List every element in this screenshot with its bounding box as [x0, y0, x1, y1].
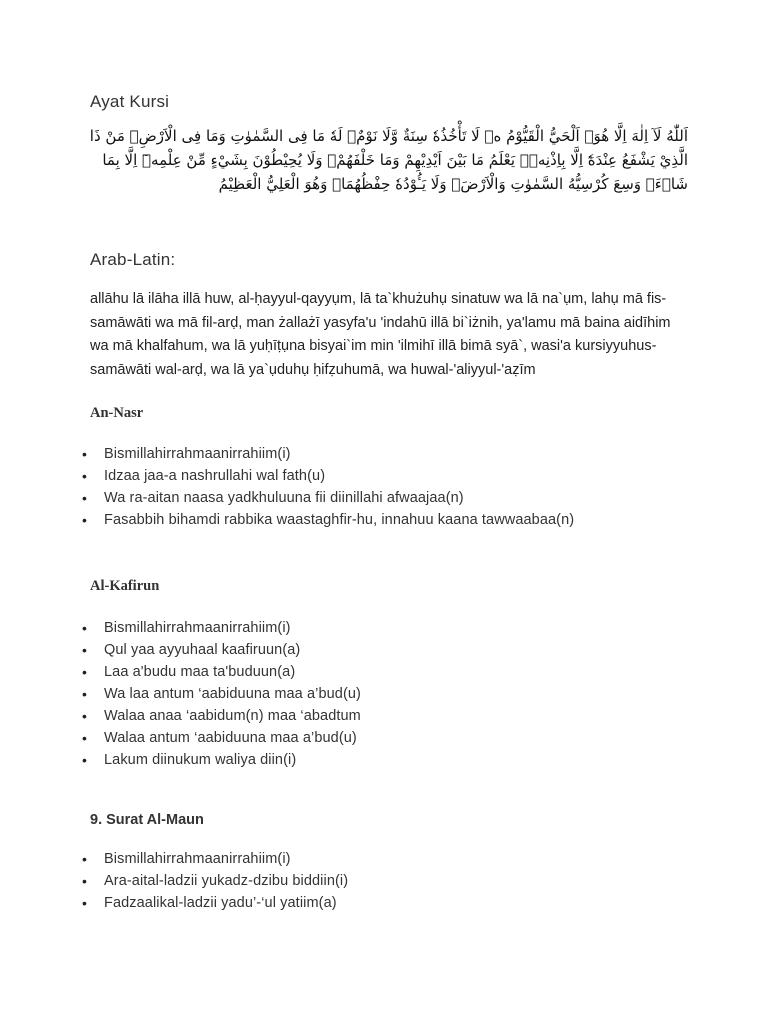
list-item-text: Idzaa jaa-a nashrullahi wal fath(u): [104, 468, 326, 484]
bullet-icon: •: [82, 664, 88, 680]
bullet-icon: •: [82, 642, 88, 658]
list-item: [0, 639, 700, 661]
list-item: [0, 848, 700, 870]
list-item: [0, 509, 700, 531]
list-item-text: Fasabbih bihamdi rabbika waastaghfir-hu, innahuu kaana tawwaabaa(n): [104, 512, 575, 528]
list-item: [0, 465, 700, 487]
al-kafirun-heading: Al-Kafirun: [90, 578, 160, 594]
bullet-icon: •: [82, 708, 88, 724]
list-item-text: Bismillahirrahmaanirrahiim(i): [104, 446, 291, 462]
list-item: [0, 487, 700, 509]
ayat-kursi-arabic-text: اَللّٰهُ لَآ اِلٰهَ اِلَّا هُوَۚ اَلْحَيُّ الْقَيُّوْمُ ەۚ لَا تَأْخُذُهٗ سِنَةٌ وَّلَا نَوْمٌۗ لَهٗ مَا فِى السَّمٰوٰتِ وَمَا فِى الْاَرْضِۗ مَنْ ذَا الَّذِيْ يَشْفَعُ عِنْدَهٗٓ اِلَّا بِاِذْنِهٖۗ يَعْلَمُ مَا بَيْنَ اَيْدِيْهِمْ وَمَا خَلْفَهُمْۚ وَلَا يُحِيْطُوْنَ بِشَيْءٍ مِّنْ عِلْمِهٖٓ اِلَّا بِمَا شَاۤءَۚ وَسِعَ كُرْسِيُّهُ السَّمٰوٰتِ وَالْاَرْضَۚ وَلَا يَـُٔوْدُهٗ حِفْظُهُمَاۚ وَهُوَ الْعَلِيُّ الْعَظِيْمُ: [89, 127, 688, 193]
list-item-text: Wa ra-aitan naasa yadkhuluuna fii diinillahi afwaajaa(n): [104, 490, 464, 506]
ayat-kursi-heading: Ayat Kursi: [90, 92, 170, 111]
list-item: [0, 870, 700, 892]
list-item-text: Lakum diinukum waliya diin(i): [104, 752, 297, 768]
bullet-icon: •: [82, 895, 88, 911]
list-item-text: Walaa anaa ‘aabidum(n) maa ‘abadtum: [104, 708, 361, 724]
al-maun-heading: 9. Surat Al-Maun: [90, 812, 204, 828]
al-kafirun-list: [0, 617, 700, 771]
list-item-text: Fadzaalikal-ladzii yadu’-‘ul yatiim(a): [104, 895, 337, 911]
bullet-icon: •: [82, 468, 88, 484]
list-item: [0, 443, 700, 465]
list-item: [0, 749, 700, 771]
an-nasr-list: [0, 443, 700, 531]
arab-latin-paragraph: allāhu lā ilāha illā huw, al-ḥayyul-qayyụm, lā ta`khużuhụ sinatuw wa lā na`ụm, lahụ mā fis-samāwāti wa mā fil-arḍ, man żallażī yasyfa'u 'indahū illā bi`iżnih, ya'lamu mā baina aidīhim wa mā khalfahum, wa lā yuḥīṭụna bisyai`im min 'ilmihī illā bimā syā`, wasi'a kursiyyuhus-samāwāti wal-arḍ, wa lā ya`ụduhụ ḥifẓuhumā, wa huwal-'aliyyul-'aẓīm: [90, 291, 671, 378]
list-item-text: Qul yaa ayyuhaal kaafiruun(a): [104, 642, 301, 658]
bullet-icon: •: [82, 446, 88, 462]
list-item: [0, 892, 700, 914]
list-item-text: Laa a'budu maa ta'buduun(a): [104, 664, 296, 680]
bullet-icon: •: [82, 873, 88, 889]
list-item-text: Bismillahirrahmaanirrahiim(i): [104, 620, 291, 636]
list-item-text: Walaa antum ‘aabiduuna maa a’bud(u): [104, 730, 357, 746]
al-maun-list: [0, 848, 700, 914]
list-item: [0, 727, 700, 749]
bullet-icon: •: [82, 752, 88, 768]
list-item: [0, 661, 700, 683]
list-item: [0, 683, 700, 705]
bullet-icon: •: [82, 730, 88, 746]
arab-latin-heading: Arab-Latin:: [90, 250, 176, 269]
bullet-icon: •: [82, 512, 88, 528]
bullet-icon: •: [82, 686, 88, 702]
bullet-icon: •: [82, 620, 88, 636]
an-nasr-heading: An-Nasr: [90, 405, 144, 421]
list-item: [0, 705, 700, 727]
list-item-text: Ara-aital-ladzii yukadz-dzibu biddiin(i): [104, 873, 349, 889]
bullet-icon: •: [82, 851, 88, 867]
list-item-text: Bismillahirrahmaanirrahiim(i): [104, 851, 291, 867]
bullet-icon: •: [82, 490, 88, 506]
list-item: [0, 617, 700, 639]
list-item-text: Wa laa antum ‘aabiduuna maa a’bud(u): [104, 686, 361, 702]
